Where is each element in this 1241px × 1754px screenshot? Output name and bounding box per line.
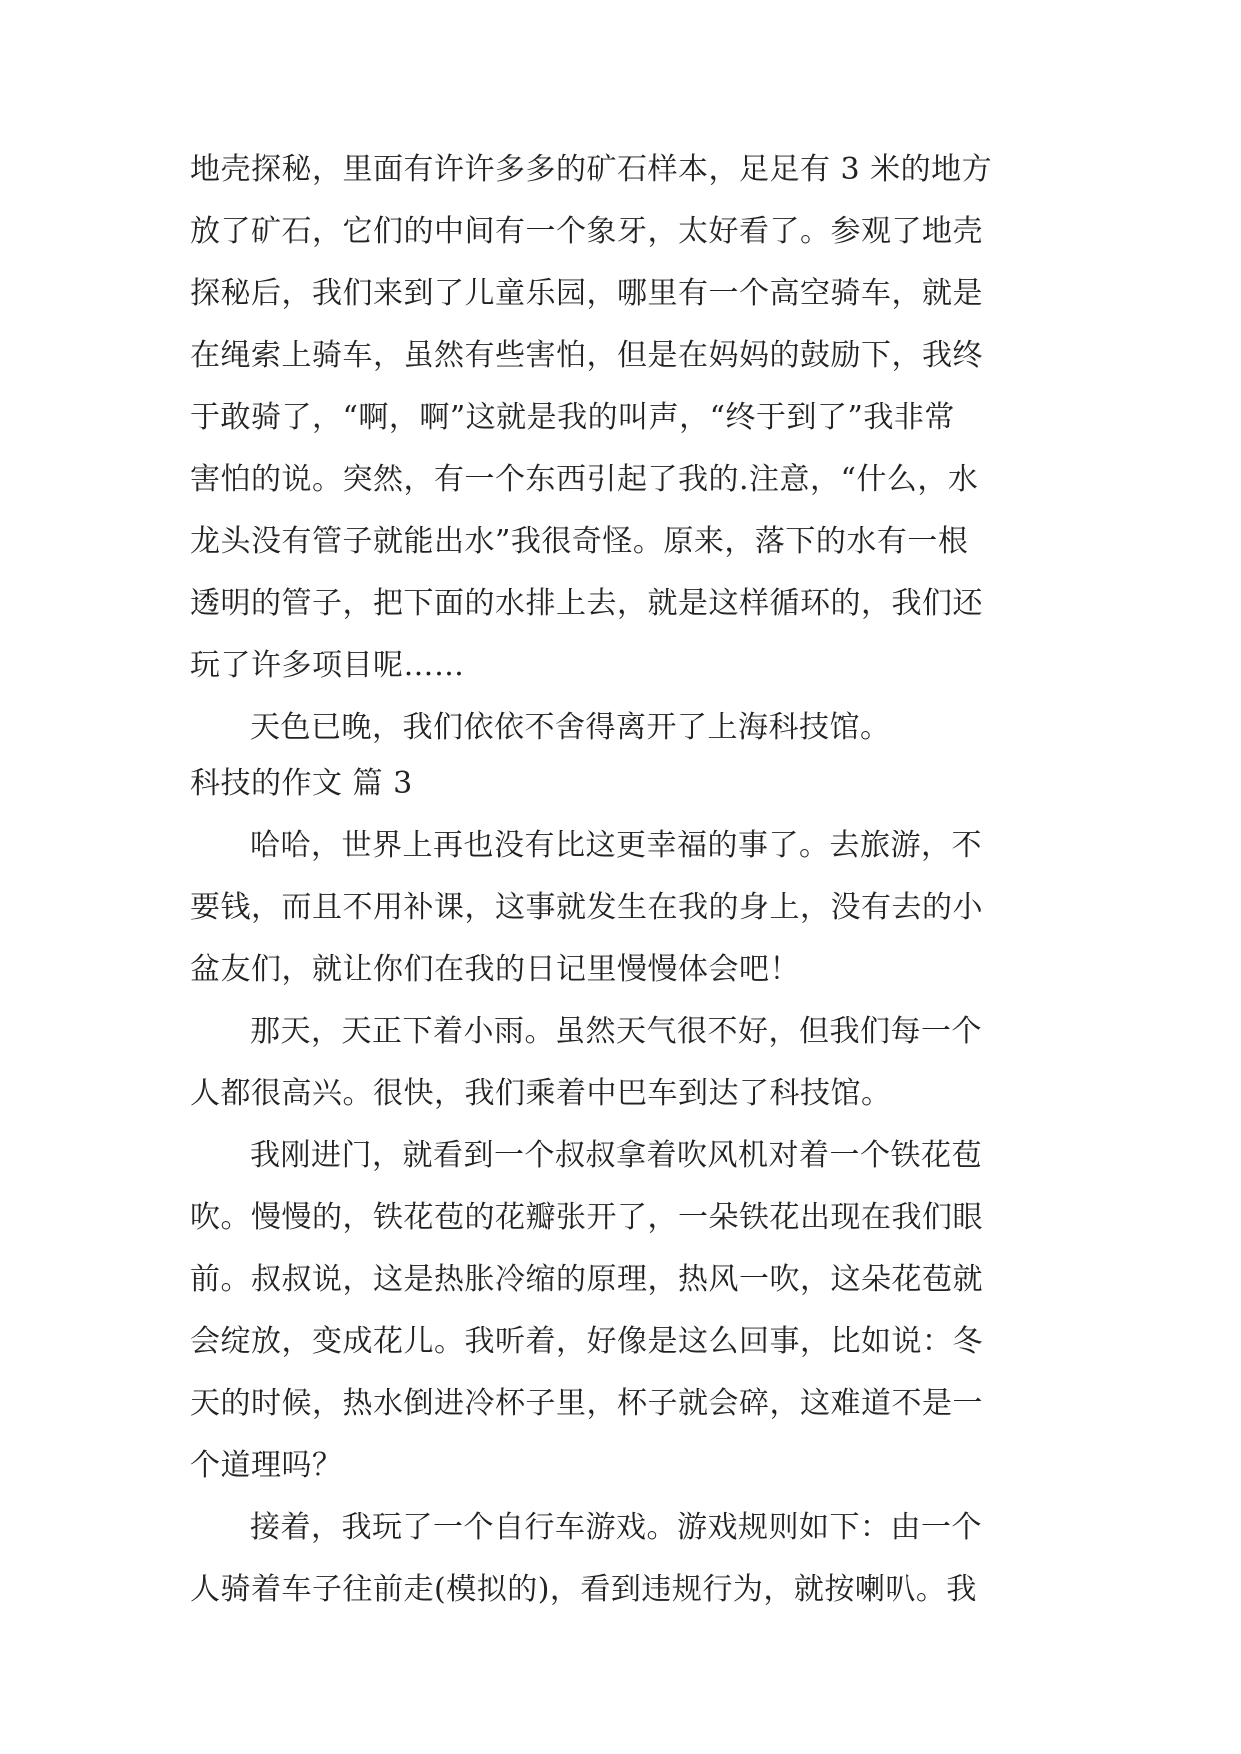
paragraph-line: 个道理吗？	[190, 1448, 343, 1483]
paragraph-line: 要钱，而且不用补课，这事就发生在我的身上，没有去的小	[190, 890, 983, 925]
paragraph-line: 那天，天正下着小雨。虽然天气很不好，但我们每一个	[250, 1014, 982, 1049]
paragraph-line: 玩了许多项目呢……	[190, 648, 465, 683]
paragraph-line: 人骑着车子往前走(模拟的)，看到违规行为，就按喇叭。我	[190, 1572, 977, 1607]
paragraph-line: 放了矿石，它们的中间有一个象牙，太好看了。参观了地壳	[190, 214, 983, 249]
paragraph-line: 盆友们，就让你们在我的日记里慢慢体会吧！	[190, 952, 800, 987]
paragraph-line: 于敢骑了，“啊，啊”这就是我的叫声，“终于到了”我非常	[190, 400, 955, 435]
paragraph-line: 天色已晚，我们依依不舍得离开了上海科技馆。	[250, 710, 891, 745]
paragraph-line: 天的时候，热水倒进冷杯子里，杯子就会碎，这难道不是一	[190, 1386, 983, 1421]
paragraph-line: 会绽放，变成花儿。我听着，好像是这么回事，比如说：冬	[190, 1324, 983, 1359]
paragraph-line: 探秘后，我们来到了儿童乐园，哪里有一个高空骑车，就是	[190, 276, 983, 311]
paragraph-line: 前。叔叔说，这是热胀冷缩的原理，热风一吹，这朵花苞就	[190, 1262, 983, 1297]
paragraph-line: 我刚进门，就看到一个叔叔拿着吹风机对着一个铁花苞	[250, 1138, 982, 1173]
paragraph-line: 人都很高兴。很快，我们乘着中巴车到达了科技馆。	[190, 1076, 892, 1111]
paragraph-line: 地壳探秘，里面有许许多多的矿石样本，足足有 3 米的地方	[190, 152, 993, 187]
paragraph-line: 害怕的说。突然，有一个东西引起了我的.注意，“什么，水	[190, 462, 979, 497]
paragraph-line: 吹。慢慢的，铁花苞的花瓣张开了，一朵铁花出现在我们眼	[190, 1200, 983, 1235]
paragraph-line: 龙头没有管子就能出水”我很奇怪。原来，落下的水有一根	[190, 524, 969, 559]
paragraph-line: 接着，我玩了一个自行车游戏。游戏规则如下：由一个	[250, 1510, 982, 1545]
paragraph-line: 在绳索上骑车，虽然有些害怕，但是在妈妈的鼓励下，我终	[190, 338, 983, 373]
paragraph-line: 哈哈，世界上再也没有比这更幸福的事了。去旅游，不	[250, 828, 982, 863]
paragraph-line: 透明的管子，把下面的水排上去，就是这样循环的，我们还	[190, 586, 983, 621]
section-heading: 科技的作文 篇 3	[190, 766, 413, 801]
